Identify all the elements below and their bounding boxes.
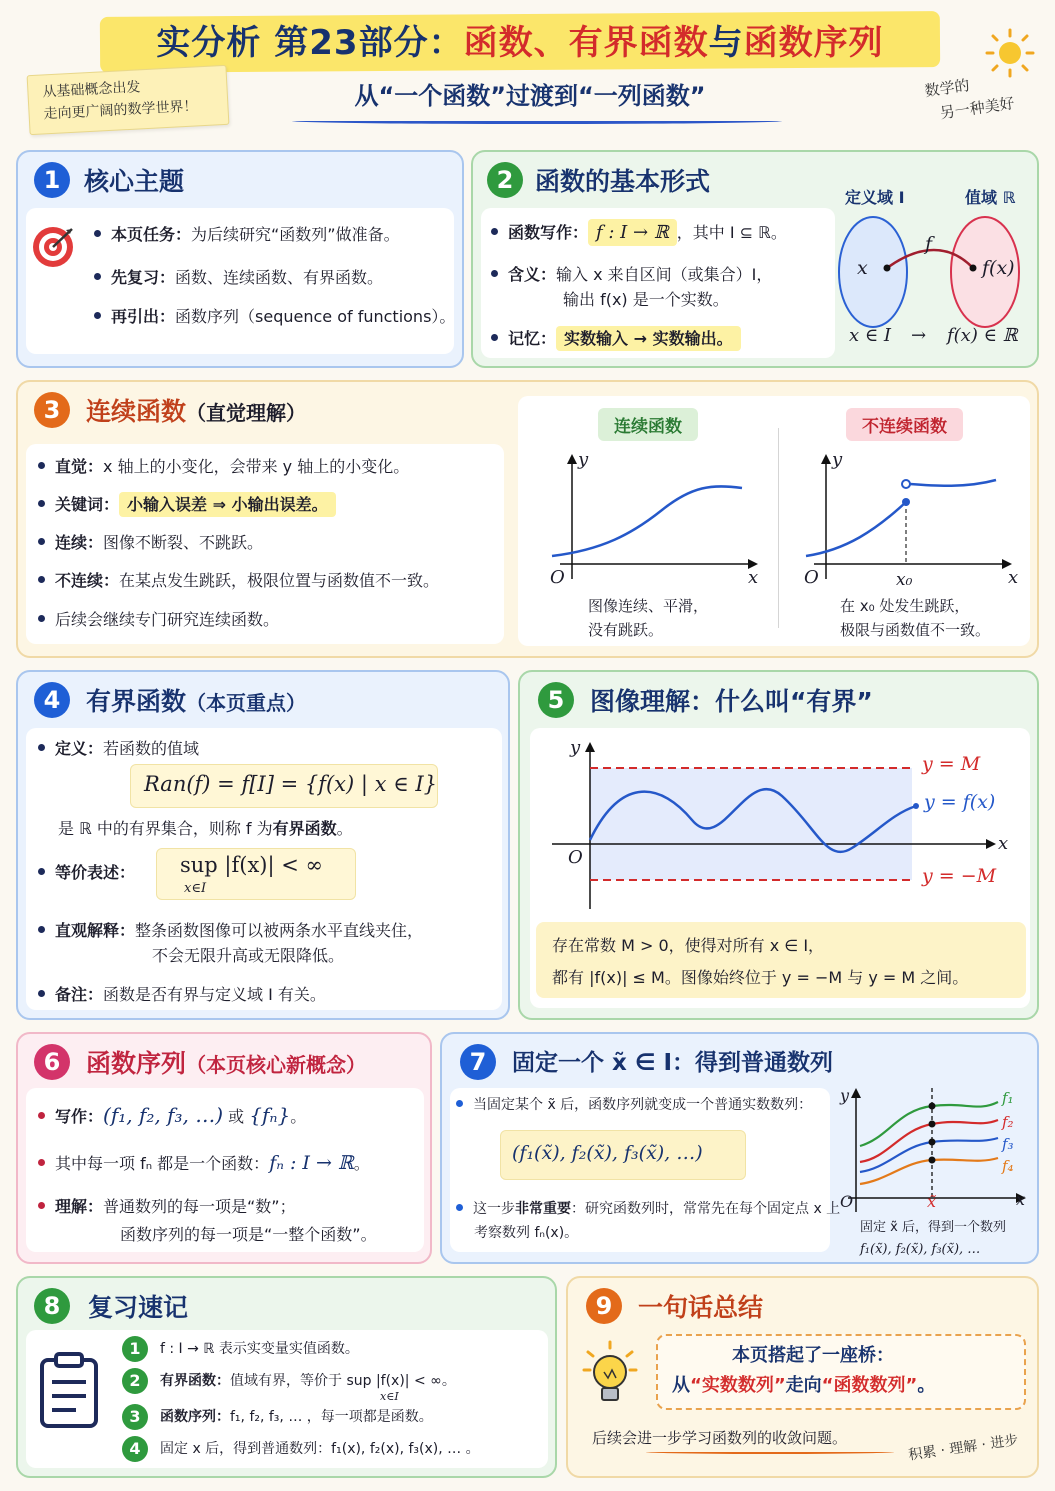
page-subtitle: 从“一个函数”过渡到“一列函数”	[354, 82, 706, 110]
footer-underline	[646, 1450, 894, 1454]
card-core-topic	[16, 150, 464, 368]
note-right-line2: 另一种美好	[938, 94, 1016, 123]
list-item: 当固定某个 x̃ 后，函数序列就变成一个普通实数数列：	[456, 1094, 812, 1116]
origin-label: O	[840, 1192, 854, 1211]
review-item: 2 有界函数：值域有界，等价于 sup |f(x)| < ∞。	[122, 1368, 456, 1394]
list-item: 后续会继续专门研究连续函数。	[38, 609, 279, 631]
section-number: 4	[34, 682, 70, 718]
section-title: 图像理解：什么叫“有界”	[590, 687, 873, 716]
list-item-cont: 输出 f(x) 是一个实数。	[563, 290, 729, 309]
section-number: 7	[460, 1044, 496, 1080]
axis-y-label: y	[578, 449, 589, 470]
tag-discontinuous: 不连续函数	[846, 408, 963, 441]
list-item: 写作：(f₁, f₂, f₃, …) 或 {fₙ}。	[38, 1104, 306, 1128]
section-title: 一句话总结	[638, 1293, 764, 1322]
list-item: 等价表述：	[38, 862, 135, 884]
page-title	[100, 16, 940, 70]
range-label: 值域 ℝ	[965, 188, 1016, 207]
list-item: 这一步非常重要：研究函数列时，常常先在每个固定点 x 上	[456, 1198, 840, 1220]
clipboard-icon	[38, 1350, 100, 1430]
axis-y-label: y	[832, 449, 843, 470]
caption-line: 在 x₀ 处发生跳跃，	[840, 597, 970, 615]
list-item-cont: 考察数列 fₙ(x)。	[474, 1225, 579, 1241]
definition-line: 都有 |f(x)| ≤ M。图像始终位于 y = −M 与 y = M 之间。	[552, 968, 969, 987]
note-left-line2: 走向更广阔的数学世界！	[43, 98, 198, 123]
card-bounded-graph	[518, 670, 1039, 1020]
card-summary	[566, 1276, 1039, 1478]
card-function-form	[471, 150, 1039, 368]
sticky-note	[27, 65, 230, 135]
graph-caption: f₁(x̃), f₂(x̃), f₃(x̃), …	[860, 1242, 981, 1257]
target-icon	[30, 224, 76, 270]
list-item: 再引出：函数序列（sequence of functions）。	[94, 306, 455, 328]
section-title: 复习速记	[88, 1293, 189, 1322]
x0-label: x₀	[896, 570, 913, 590]
section-number: 6	[34, 1044, 70, 1080]
review-subscript: x∈I	[380, 1390, 399, 1403]
lightbulb-icon	[584, 1342, 636, 1406]
lower-bound-label: y = −M	[922, 865, 997, 887]
title-part-4: 函数序列	[743, 23, 884, 63]
list-item: 含义：输入 x 来自区间（或集合）I，	[491, 264, 772, 286]
axis-x-label: x	[1016, 1190, 1026, 1209]
card-fixed-point	[440, 1032, 1039, 1264]
origin-label: O	[568, 847, 583, 868]
caption-line: 图像连续、平滑，	[588, 597, 709, 615]
diagram-arrow: →	[911, 325, 927, 346]
list-item: 先复习：函数、连续函数、有界函数。	[94, 267, 383, 289]
list-item: 不连续：在某点发生跳跃，极限位置与函数值不一致。	[38, 570, 439, 592]
axis-x-label: x	[1008, 567, 1019, 588]
axis-x-label: x	[748, 567, 759, 588]
diagram-bottom-right: f(x) ∈ ℝ	[947, 325, 1018, 346]
list-item: 本页任务：为后续研究“函数列”做准备。	[94, 224, 400, 246]
list-item: 备注：函数是否有界与定义域 I 有关。	[38, 984, 326, 1006]
axis-y-label: y	[570, 737, 581, 758]
card-bounded-function	[16, 670, 510, 1020]
list-item-cont: 不会无限升高或无限降低。	[152, 946, 345, 965]
sun-icon	[985, 28, 1035, 78]
section-title: 连续函数（直觉理解）	[86, 397, 307, 426]
list-item: 定义：若函数的值域	[38, 738, 199, 760]
section-title: 核心主题	[84, 167, 185, 196]
f3-label: f₃	[1002, 1135, 1014, 1153]
subtitle-underline	[292, 118, 782, 124]
list-item-cont: 函数序列的每一项是“一整个函数”。	[120, 1225, 377, 1244]
list-item: 连续：图像不断裂、不跳跃。	[38, 532, 263, 554]
sup-subscript: x∈I	[184, 881, 207, 896]
range-formula: Ran(f) = f[I] = {f(x) | x ∈ I}	[144, 772, 438, 796]
diagram-bottom-left: x ∈ I	[849, 325, 892, 346]
title-part-2: 函数、有界函数	[463, 23, 709, 63]
review-item: 3 函数序列：f₁, f₂, f₃, … ，每一项都是函数。	[122, 1404, 433, 1430]
section-title: 有界函数（本页重点）	[86, 687, 307, 716]
section-title: 固定一个 x̃ ∈ I：得到普通数列	[512, 1050, 834, 1076]
list-item: 其中每一项 fₙ 都是一个函数：fₙ : I → ℝ。	[38, 1152, 370, 1175]
sequence-formula: (f₁(x̃), f₂(x̃), f₃(x̃), …)	[512, 1142, 703, 1164]
section-number: 5	[538, 682, 574, 718]
signature: 积累 · 理解 · 进步	[907, 1432, 1020, 1464]
card-continuous	[16, 380, 1039, 658]
list-item: 关键词： 小输入误差 ⇒ 小输出误差。	[38, 494, 336, 516]
domain-label: 定义域 I	[845, 188, 905, 207]
list-item: 函数写作： f : I → ℝ ，其中 I ⊆ ℝ。	[491, 222, 787, 244]
caption-line: 极限与函数值不一致。	[840, 621, 991, 639]
list-item: 理解：普通数列的每一项是“数”；	[38, 1196, 296, 1218]
title-part-3: 与	[708, 23, 744, 63]
panel-divider	[778, 428, 779, 628]
note-right-line1: 数学的	[923, 76, 971, 101]
f4-label: f₄	[1002, 1157, 1014, 1175]
curve-label: y = f(x)	[924, 791, 996, 813]
diagram-x: x	[857, 257, 868, 279]
summary-line1: 本页搭起了一座桥：	[732, 1345, 894, 1366]
axis-x-label: x	[998, 833, 1009, 854]
tag-continuous: 连续函数	[598, 408, 698, 441]
section-number: 1	[34, 162, 70, 198]
section-number: 8	[34, 1288, 70, 1324]
diagram-fx: f(x)	[982, 257, 1015, 279]
section-number: 2	[487, 162, 523, 198]
card-function-sequence	[16, 1032, 432, 1264]
f1-label: f₁	[1002, 1089, 1014, 1107]
origin-label: O	[804, 567, 819, 588]
f2-label: f₂	[1002, 1113, 1014, 1131]
graph-caption: 固定 x̃ 后，得到一个数列	[860, 1220, 1006, 1235]
note-left-line1: 从基础概念出发	[42, 79, 141, 101]
list-item: 直观解释：整条函数图像可以被两条水平直线夹住，	[38, 920, 423, 942]
caption-line: 没有跳跃。	[588, 621, 664, 639]
summary-footer: 后续会进一步学习函数列的收敛问题。	[592, 1429, 848, 1447]
upper-bound-label: y = M	[922, 753, 981, 775]
xtilde-label: x̃	[927, 1192, 937, 1211]
card-review	[16, 1276, 557, 1478]
review-item: 4 固定 x 后，得到普通数列：f₁(x), f₂(x), f₃(x), … 。	[122, 1436, 480, 1462]
origin-label: O	[550, 567, 565, 588]
summary-line2: 从“实数数列”走向“函数数列”。	[672, 1375, 936, 1396]
section-number: 9	[586, 1288, 622, 1324]
title-part-1: 实分析 第23部分：	[156, 23, 464, 63]
list-item-cont: 是 ℝ 中的有界集合，则称 f 为有界函数。	[58, 819, 353, 838]
axis-y-label: y	[840, 1086, 850, 1105]
section-title: 函数的基本形式	[535, 167, 711, 196]
definition-line: 存在常数 M > 0，使得对所有 x ∈ I，	[552, 936, 825, 955]
list-item: 记忆： 实数输入 → 实数输出。	[491, 328, 741, 350]
list-item: 直觉：x 轴上的小变化，会带来 y 轴上的小变化。	[38, 456, 409, 478]
continuous-graph	[542, 454, 772, 594]
review-item: 1 f : I → ℝ 表示实变量实值函数。	[122, 1336, 359, 1362]
section-number: 3	[34, 392, 70, 428]
section-title: 函数序列（本页核心新概念）	[86, 1049, 367, 1078]
diagram-f: f	[925, 233, 933, 255]
sup-formula: sup |f(x)| < ∞	[180, 853, 324, 877]
